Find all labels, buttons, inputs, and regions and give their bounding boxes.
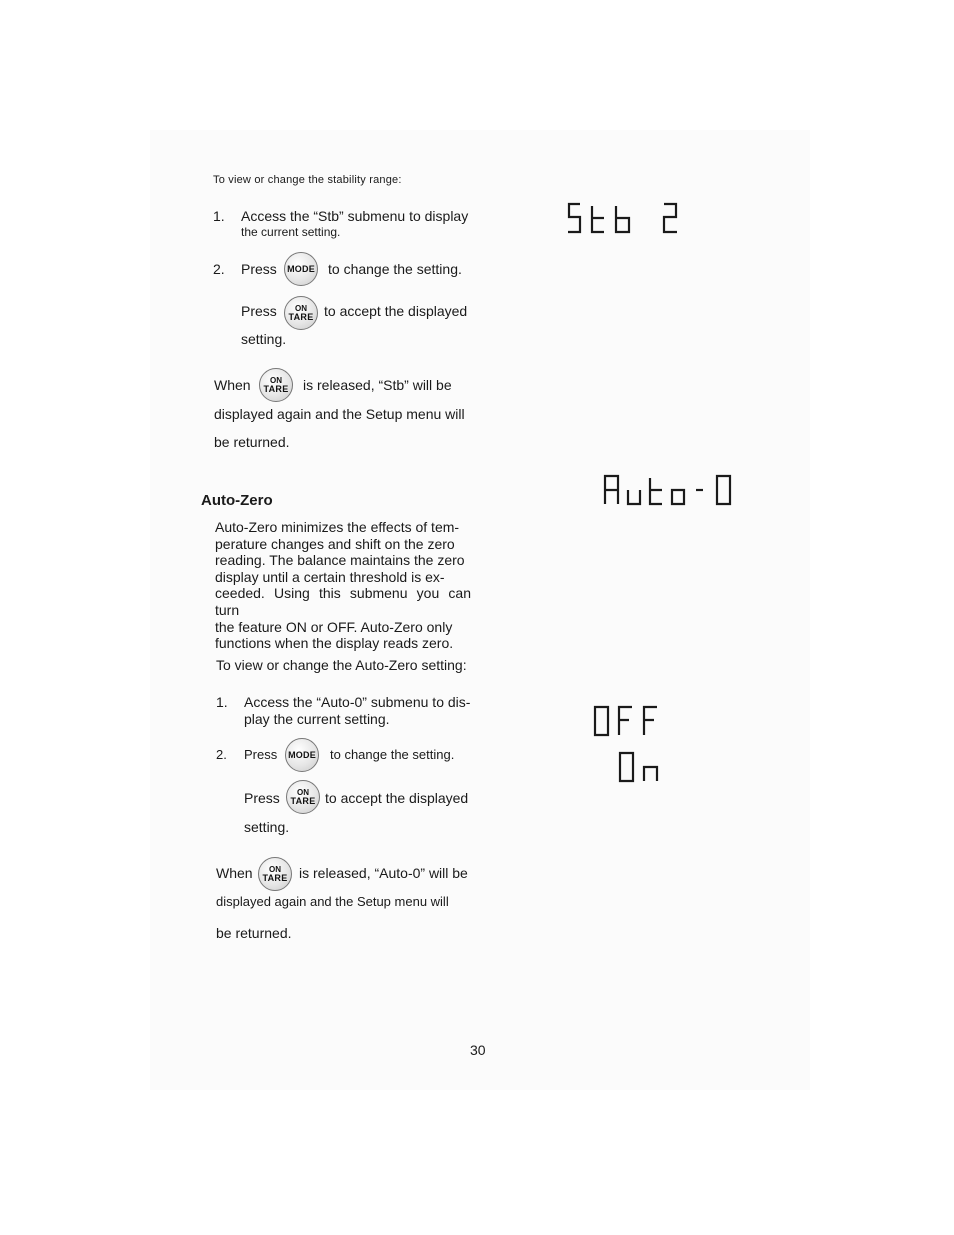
autozero-heading: Auto-Zero — [201, 492, 273, 509]
tare-label: TARE — [290, 795, 316, 806]
autozero-accept-line2: setting. — [244, 819, 290, 835]
stability-accept-line2: setting. — [241, 331, 287, 347]
mode-button-label: MODE — [287, 263, 315, 274]
on-label: ON — [269, 864, 281, 874]
autozero-when-line2: displayed again and the Setup menu will — [216, 894, 449, 909]
stability-step1-text: Access the “Stb” submenu to display — [241, 208, 469, 224]
on-tare-button-icon — [286, 780, 320, 814]
stability-when: When — [214, 377, 251, 393]
page-number: 30 — [470, 1042, 486, 1058]
autozero-step1-text: Access the “Auto-0” submenu to dis- — [244, 694, 471, 710]
mode-button-icon — [284, 252, 318, 286]
autozero-paragraph-line: display until a certain threshold is ex- — [215, 568, 445, 585]
on-tare-button-icon — [284, 296, 318, 330]
tare-label: TARE — [288, 311, 314, 322]
tare-label: TARE — [262, 872, 288, 883]
auto-0-display — [602, 472, 738, 508]
autozero-step2-number: 2. — [216, 747, 227, 762]
mode-button-label: MODE — [288, 749, 316, 760]
stability-step2-press: Press — [241, 261, 277, 277]
autozero-paragraph-line: reading. The balance maintains the zero — [215, 552, 465, 569]
autozero-when-line3: be returned. — [216, 925, 292, 941]
autozero-step2-press: Press — [244, 747, 278, 762]
autozero-paragraph-line: functions when the display reads zero. — [215, 635, 454, 652]
stability-step1-number: 1. — [213, 208, 225, 224]
autozero-accept-rest: to accept the displayed — [325, 790, 469, 806]
autozero-step1-text-2: play the current setting. — [244, 711, 390, 727]
stability-when-rest — [303, 377, 468, 393]
stability-when-line2: displayed again and the Setup menu will — [214, 406, 465, 422]
autozero-paragraph-line: Auto-Zero minimizes the effects of tem- — [215, 519, 460, 535]
on-label: ON — [270, 375, 282, 385]
on-tare-button-icon — [259, 368, 293, 402]
stability-when-rest-text: is released, “Stb” will be — [303, 377, 452, 393]
on-tare-button-icon — [258, 857, 292, 891]
autozero-paragraph — [215, 519, 471, 652]
on-label: ON — [297, 787, 309, 797]
stability-accept-rest: to accept the displayed — [324, 303, 468, 319]
autozero-when-rest: is released, “Auto-0” will be — [299, 865, 468, 881]
on-label: ON — [295, 303, 307, 313]
stability-accept-press: Press — [241, 303, 277, 319]
autozero-paragraph-line: ceeded. Using this submenu you can turn — [215, 585, 471, 618]
on-display — [617, 749, 661, 785]
autozero-step2-rest: to change the setting. — [330, 747, 455, 762]
stability-when-line3: be returned. — [214, 434, 290, 450]
autozero-paragraph-line: the feature ON or OFF. Auto-Zero only — [215, 618, 453, 635]
autozero-paragraph-line: perature changes and shift on the zero — [215, 535, 455, 552]
stability-step1-text-2: the current setting. — [241, 225, 341, 239]
stability-step2-rest: to change the setting. — [328, 261, 462, 277]
autozero-accept-press: Press — [244, 790, 280, 806]
off-display — [592, 703, 672, 739]
stb-2-display — [566, 200, 682, 236]
autozero-step1-number: 1. — [216, 694, 228, 710]
tare-label: TARE — [263, 383, 289, 394]
stability-step2-number: 2. — [213, 261, 225, 277]
stability-intro: To view or change the stability range: — [213, 174, 402, 186]
autozero-when: When — [216, 865, 253, 881]
autozero-intro: To view or change the Auto-Zero setting: — [216, 657, 467, 673]
mode-button-icon — [285, 738, 319, 772]
